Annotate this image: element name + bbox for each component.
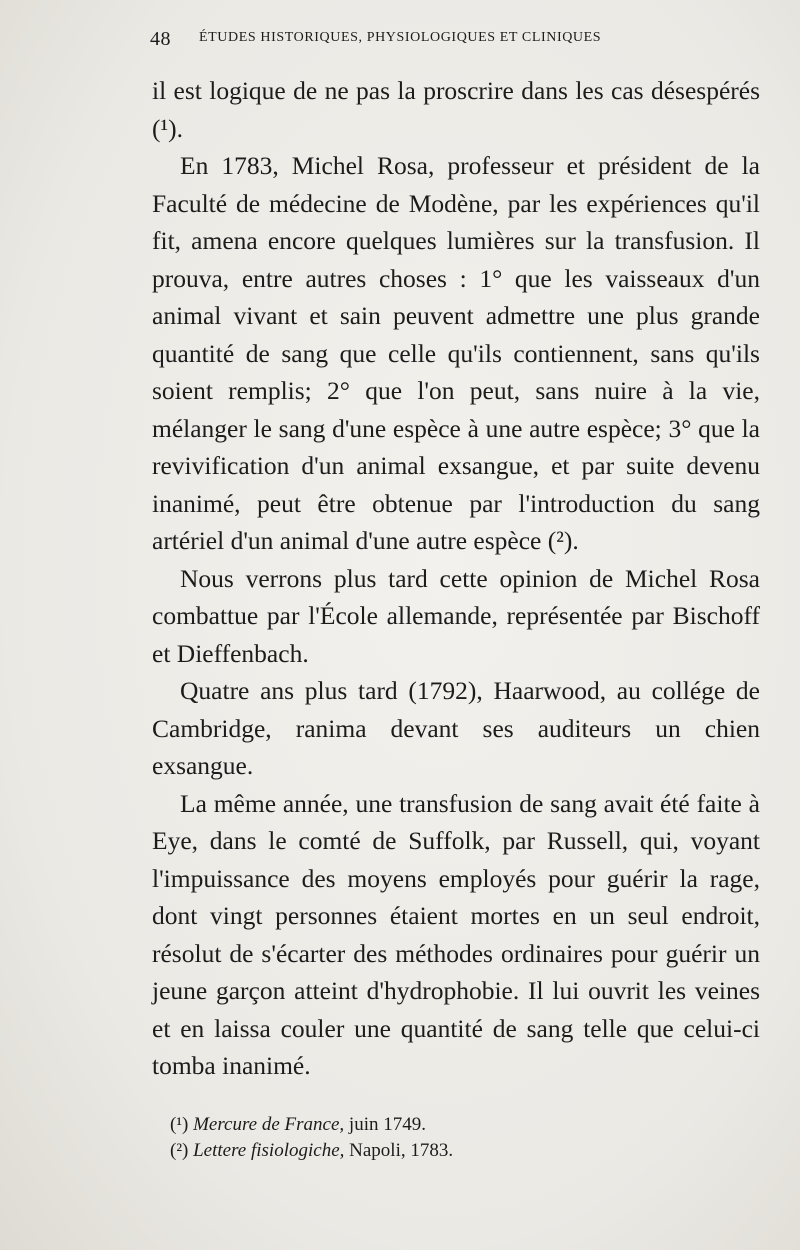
body-text xyxy=(152,72,760,1085)
footnote-source-date: Napoli, 1783. xyxy=(349,1140,454,1161)
footnote-mark: (¹) xyxy=(170,1114,189,1135)
footnote-source-title: Lettere fisiologiche, xyxy=(193,1140,345,1161)
footnote-source-date: juin 1749. xyxy=(348,1114,426,1135)
page-number: 48 xyxy=(150,28,171,50)
footnotes xyxy=(170,1112,730,1164)
paragraph-russell: La même année, une transfusion de sang avait été faite à Eye, dans le comté de Suffolk, par Russell, qui, voyant l'impuissance des moyens employés pour guérir la rage, dont vingt personnes étaient mortes en un seul endroit, résolut de s'écarter des méthodes ordinaires pour guérir un jeune garçon atteint d'hydrophobie. Il lui ouvrit les veines et en laissa couler une quantité de sang telle que celui-ci tomba inanimé. xyxy=(152,788,760,1080)
footnote-mark: (²) xyxy=(170,1140,189,1161)
footnote-1 xyxy=(170,1112,730,1138)
paragraph-ecole-allemande: Nous verrons plus tard cette opinion de Michel Rosa combattue par l'École allemande, représentée par Bischoff et Dieffenbach. xyxy=(152,563,760,668)
footnote-source-title: Mercure de France, xyxy=(193,1114,345,1135)
footnote-2 xyxy=(170,1138,730,1164)
running-head xyxy=(150,30,710,53)
running-title: ÉTUDES HISTORIQUES, PHYSIOLOGIQUES ET CLINIQUES xyxy=(199,30,602,45)
paragraph-continuation: il est logique de ne pas la proscrire dans les cas désespérés (¹). xyxy=(152,76,760,143)
paragraph-rosa: En 1783, Michel Rosa, professeur et président de la Faculté de médecine de Modène, par les expériences qu'il fit, amena encore quelques lumières sur la transfusion. Il prouva, entre autres choses : 1° que les vaisseaux d'un animal vivant et sain peuvent admettre une plus grande quantité de sang que celle qu'ils contiennent, sans qu'ils soient remplis; 2° que l'on peut, sans nuire à la vie, mélanger le sang d'une espèce à une autre espèce; 3° que la revivification d'un animal exsangue, et par suite devenu inanimé, peut être obtenue par l'introduction du sang artériel d'un animal d'une autre espèce (²). xyxy=(152,151,760,555)
paragraph-haarwood: Quatre ans plus tard (1792), Haarwood, au collége de Cambridge, ranima devant ses auditeurs un chien exsangue. xyxy=(152,676,760,780)
